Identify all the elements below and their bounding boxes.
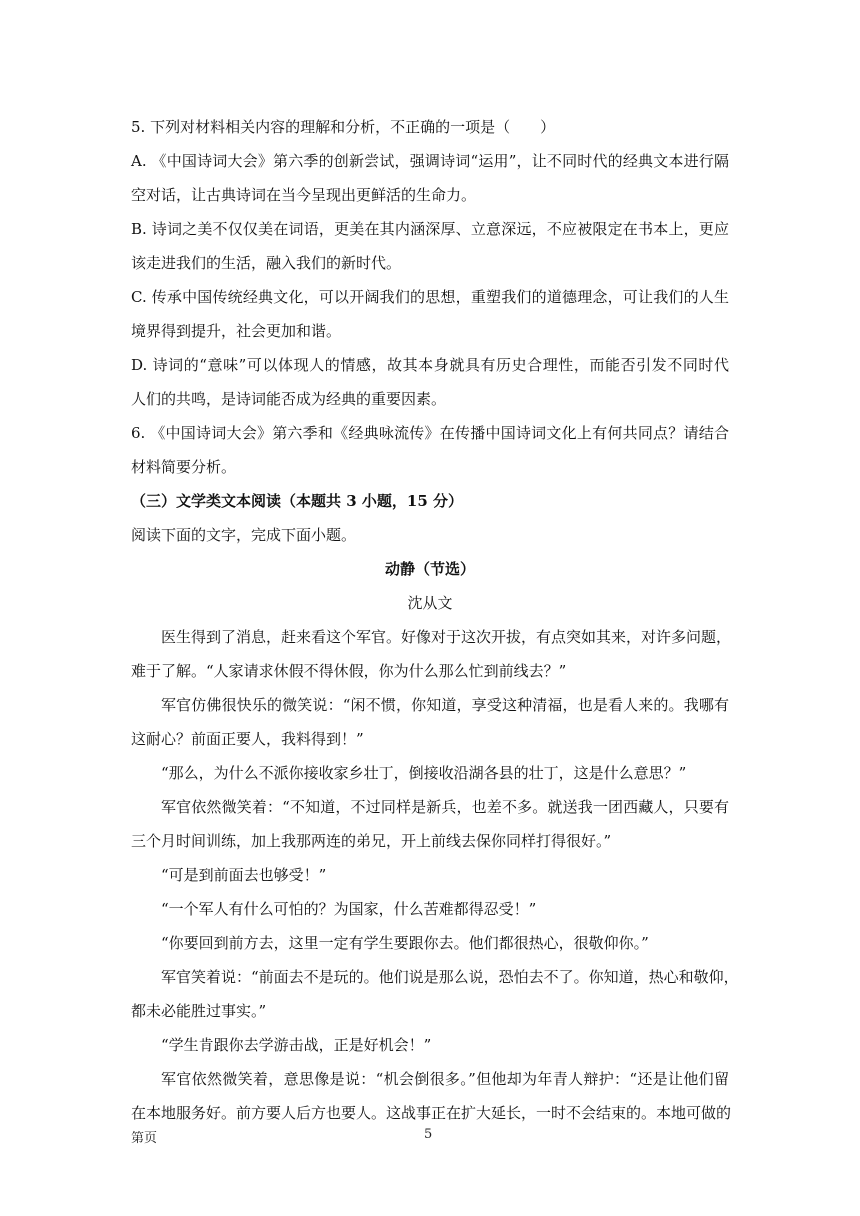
paragraph-line: 医生得到了消息，赶来看这个军官。好像对于这次开拔，有点突如其来，对许多问题，	[161, 628, 732, 646]
paragraph-line: 这耐心？前面正要人，我料得到！”	[131, 730, 364, 748]
paragraph-line: “一个军人有什么可怕的？为国家，什么苦难都得忍受！”	[161, 900, 537, 918]
article-paragraph-3	[131, 756, 729, 790]
paragraph-line: “那么，为什么不派你接收家乡壮丁，倒接收沿湖各县的壮丁，这是什么意思？”	[161, 764, 687, 782]
footer-page-label: 第页	[131, 1131, 158, 1146]
article-paragraph-6	[131, 892, 729, 926]
paragraph-line: 军官笑着说：“前面去不是玩的。他们说是那么说，恐怕去不了。你知道，热心和敬仰，	[161, 968, 739, 986]
question-6-line-1: 6. 《中国诗词大会》第六季和《经典咏流传》在传播中国诗词文化上有何共同点？请结合	[131, 424, 729, 442]
paragraph-line: “学生肯跟你去学游击战，正是好机会！”	[161, 1036, 432, 1054]
article-paragraph-10	[131, 1062, 732, 1130]
document-body	[131, 110, 739, 1130]
paragraph-line: 在本地服务好。前方要人后方也要人。这战事正在扩大延长，一时不会结束的。本地可做的	[131, 1104, 732, 1122]
article-paragraph-2	[131, 688, 729, 756]
paragraph-line: 难于了解。“人家请求休假不得休假，你为什么那么忙到前线去？”	[131, 662, 567, 680]
option-b-line-2: 该走进我们的生活，融入我们的新时代。	[131, 254, 402, 272]
question-6	[131, 416, 729, 484]
paragraph-line: 军官依然微笑着：“不知道，不过同样是新兵，也差不多。就送我一团西藏人，只要有	[161, 798, 729, 816]
article-paragraph-9	[131, 1028, 729, 1062]
article-paragraph-4	[131, 790, 729, 858]
article-paragraph-8	[131, 960, 739, 1028]
question-5	[131, 110, 729, 416]
paragraph-line: “你要回到前方去，这里一定有学生要跟你去。他们都很热心，很敬仰你。”	[161, 934, 649, 952]
option-c-line-2: 境界得到提升，社会更加和谐。	[131, 322, 342, 340]
option-b-line-1: B. 诗词之美不仅仅美在词语，更美在其内涵深厚、立意深远，不应被限定在书本上，更应	[131, 220, 729, 238]
article-paragraph-5	[131, 858, 729, 892]
section-instruction: 阅读下面的文字，完成下面小题。	[131, 526, 357, 544]
article-paragraph-7	[131, 926, 729, 960]
footer-page-number: 5	[424, 1127, 433, 1142]
option-d-line-2: 人们的共鸣，是诗词能否成为经典的重要因素。	[131, 390, 447, 408]
article-paragraph-1	[131, 620, 732, 688]
option-a-line-2: 空对话，让古典诗词在当今呈现出更鲜活的生命力。	[131, 186, 477, 204]
option-d-line-1: D. 诗词的“意味”可以体现人的情感，故其本身就具有历史合理性，而能否引发不同时代	[131, 356, 729, 374]
question-5-stem: 5. 下列对材料相关内容的理解和分析，不正确的一项是（ ）	[131, 118, 556, 136]
option-c-line-1: C. 传承中国传统经典文化，可以开阔我们的思想，重塑我们的道德理念，可让我们的人生	[131, 288, 729, 306]
paragraph-line: “可是到前面去也够受！”	[161, 866, 327, 884]
article-title: 动静（节选）	[384, 560, 475, 578]
question-6-line-2: 材料简要分析。	[131, 458, 237, 476]
paragraph-line: 军官依然微笑着，意思像是说：“机会倒很多。”但他却为年青人辩护：“还是让他们留	[161, 1070, 729, 1088]
paragraph-line: 都未必能胜过事实。”	[131, 1002, 267, 1020]
paragraph-line: 军官仿佛很快乐的微笑说：“闲不惯，你知道，享受这种清福，也是看人来的。我哪有	[161, 696, 729, 714]
paragraph-line: 三个月时间训练，加上我那两连的弟兄，开上前线去保你同样打得很好。”	[131, 832, 612, 850]
option-a-line-1: A. 《中国诗词大会》第六季的创新尝试，强调诗词“运用”，让不同时代的经典文本进行隔	[131, 152, 729, 170]
section-title: （三）文学类文本阅读（本题共 3 小题，15 分）	[131, 492, 463, 510]
article-author: 沈从文	[407, 594, 453, 612]
